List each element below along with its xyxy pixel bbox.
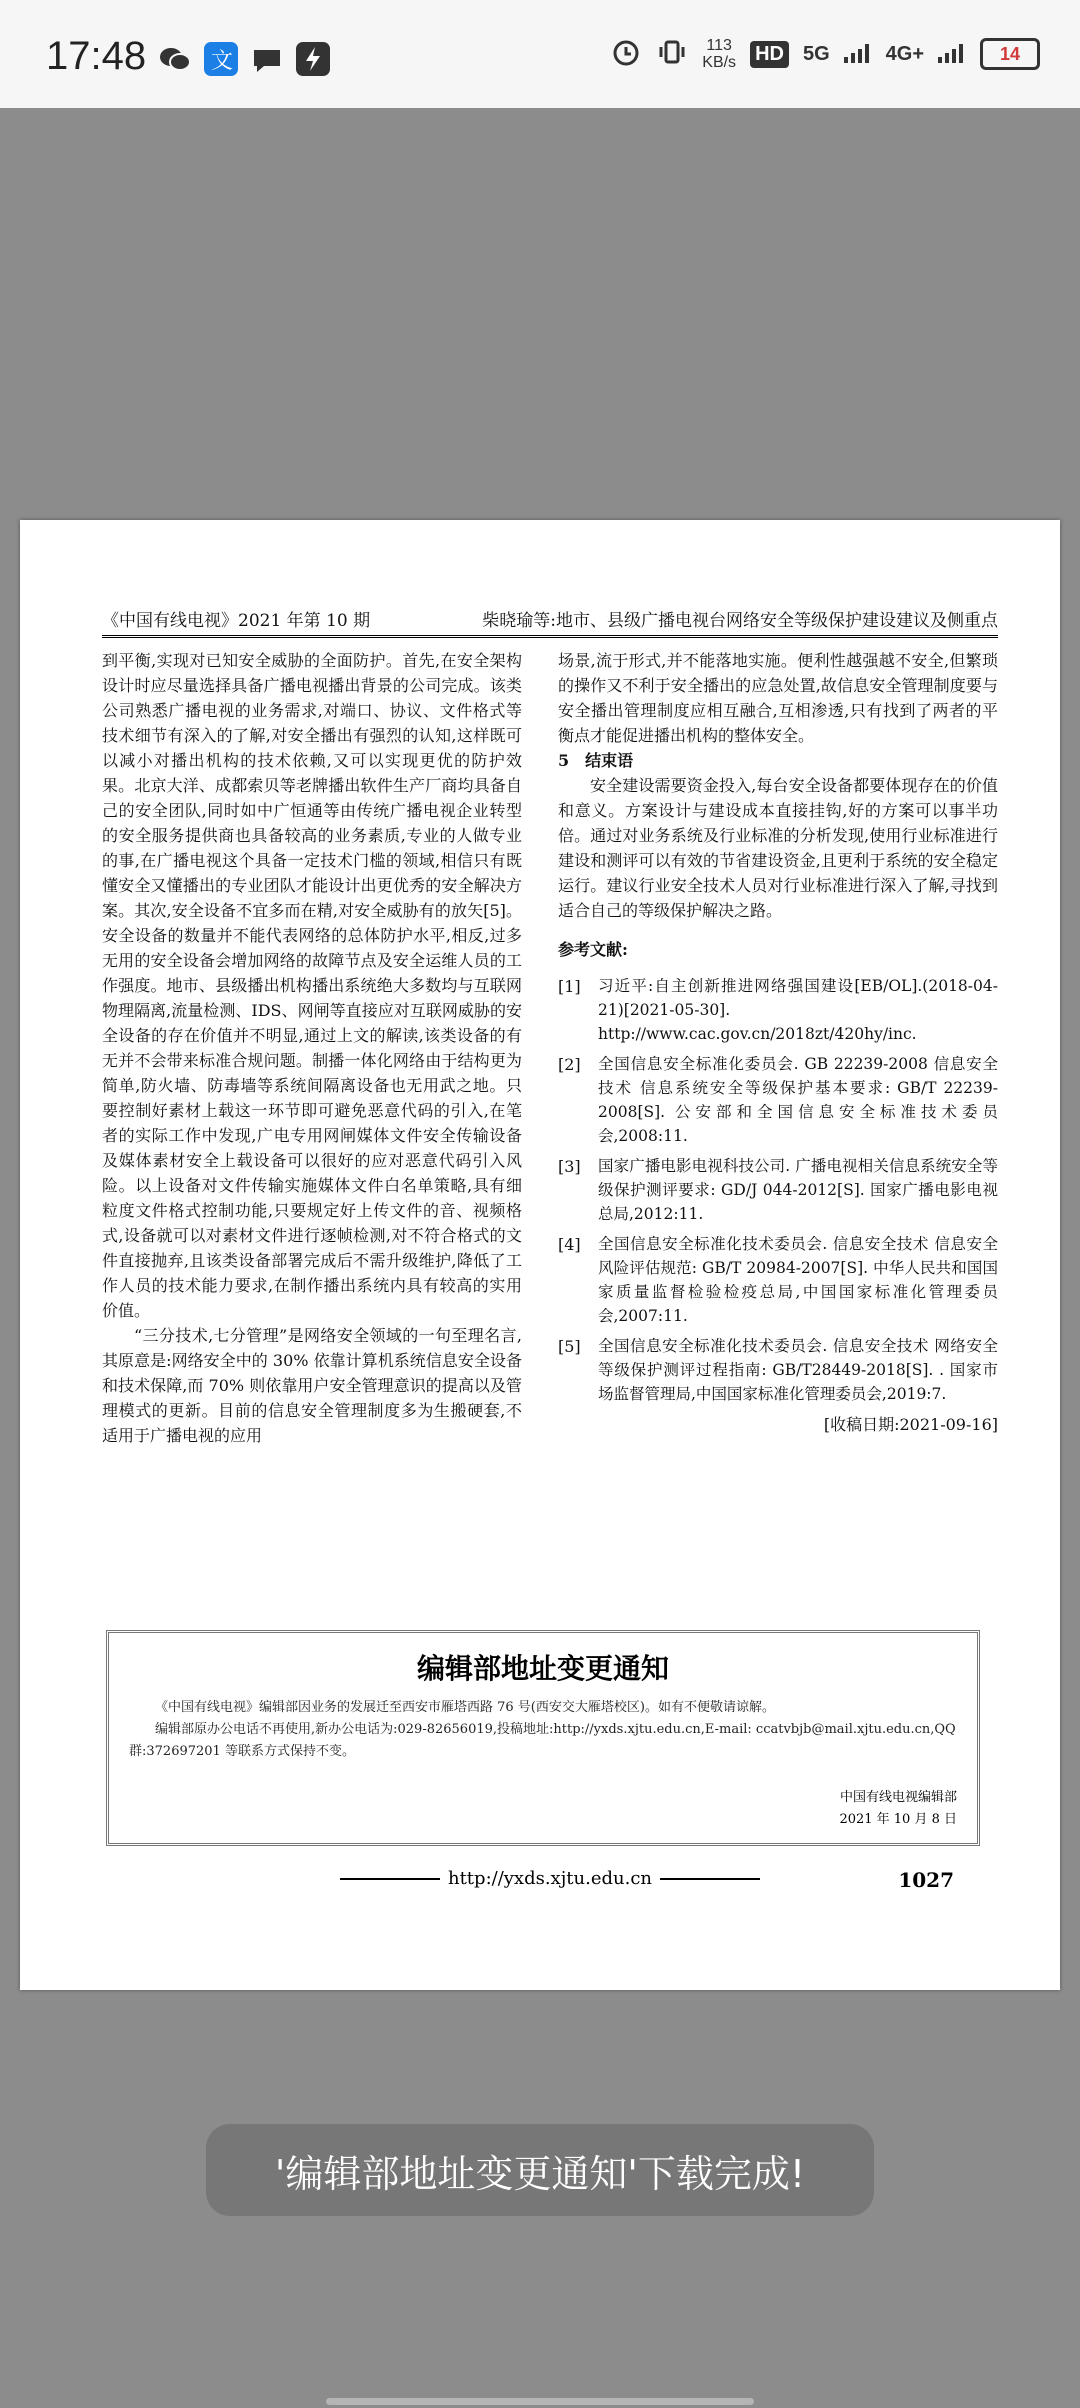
journal-name: 《中国有线电视》2021 年第 10 期 [102,611,371,631]
signal-4g: 4G+ [885,42,924,65]
notice-body [109,1687,977,1763]
gesture-bar[interactable] [326,2398,754,2405]
status-bar [0,0,1080,108]
document-page[interactable] [20,520,1060,1990]
notice-paragraph: 《中国有线电视》编辑部因业务的发展迁至西安市雁塔西路 76 号(西安交大雁塔校区)。如有不便敬请谅解。 [155,1700,775,1715]
notice-signer: 中国有线电视编辑部 [839,1790,957,1805]
right-column [558,648,998,1437]
status-indicators [610,30,1040,78]
hd-badge: HD [750,41,789,68]
reference-item: [5] 全国信息安全标准化技术委员会. 信息安全技术 网络安全等级保护测评过程指南: GB/T28449-2018[S]. . 国家市场监督管理局,中国国家标准化管理委员会,2019:7. [558,1337,998,1403]
reference-item: [4] 全国信息安全标准化技术委员会. 信息安全技术 信息安全风险评估规范: GB/T 20984-2007[S]. 中华人民共和国国家质量监督检验检疫总局,中国国家标准化管理委员会,2007:11. [558,1235,998,1325]
notice-box [106,1630,980,1846]
footer-url: http://yxds.xjtu.edu.cn [320,1868,780,1889]
clock: 17:48 [46,34,147,78]
notice-title: 编辑部地址变更通知 [416,1652,669,1685]
translate-app-icon [204,42,238,76]
paragraph: 场景,流于形式,并不能落地实施。便利性越强越不安全,但繁琐的操作又不利于安全播出的应急处置,故信息安全管理制度要与安全播出管理制度应相互融合,互相渗透,只有找到了两者的平衡点才能促进播出机构的整体安全。 [558,651,998,745]
alarm-icon [610,36,642,73]
notice-date: 2021 年 10 月 8 日 [839,1812,957,1827]
notice-signature [839,1787,957,1831]
references-heading: 参考文献: [558,940,628,959]
signal-5g: 5G [802,42,830,65]
left-column [102,648,522,1448]
paragraph: 到平衡,实现对已知安全威胁的全面防护。首先,在安全架构设计时应尽量选择具备广播电视播出背景的公司完成。该类公司熟悉广播电视的业务需求,对端口、协议、文件格式等技术细节有深入的了解,对安全播出有强烈的认知,这样既可以减小对播出机构的技术依赖,又可以实现更优的防护效果。北京大洋、成都索贝等老牌播出软件生产厂商均具备自己的安全团队,同时如中广恒通等由传统广播电视企业转型的安全服务提供商也具备较高的业务素质,专业的人做专业的事,在广播电视这个具备一定技术门槛的领域,相信只有既懂安全又懂播出的专业团队才能设计出更优秀的安全解决方案。其次,安全设备不宜多而在精,对安全威胁有的放矢[5]。安全设备的数量并不能代表网络的总体防护水平,相反,过多无用的安全设备会增加网络的故障节点及安全运维人员的工作强度。地市、县级播出机构播出系统绝大多数均与互联网物理隔离,流量检测、IDS、网闸等直接应对互联网威胁的安全设备的存在价值并不明显,通过上文的解读,该类设备的有无并不会带来标准合规问题。制播一体化网络由于结构更为简单,防火墙、防毒墙等系统间隔离设备也无用武之地。只要控制好素材上载这一环节即可避免恶意代码的引入,在笔者的实际工作中发现,广电专用网闸媒体文件安全传输设备及媒体素材安全上载设备可以很好的应对恶意代码引入风险。以上设备对文件传输实施媒体文件白名单策略,具有细粒度文件格式控制功能,只要规定好上传文件的音、视频格式,设备就可以对素材文件进行逐帧检测,对不符合格式的文件直接抛弃,且该类设备部署完成后不需升级维护,降低了工作人员的技术能力要求,在制作播出系统内具有较高的实用价值。 [102,651,522,1320]
reference-item: [3] 国家广播电影电视科技公司. 广播电视相关信息系统安全等级保护测评要求: GD/J 044-2012[S]. 国家广播电影电视总局,2012:11. [558,1157,998,1223]
vibrate-icon [656,36,688,73]
received-date: [收稿日期:2021-09-16] [823,1415,998,1434]
notice-paragraph: 编辑部原办公电话不再使用,新办公电话为:029-82656019,投稿地址:http://yxds.xjtu.edu.cn,E-mail: ccatvbjb@mail.xjtu.edu.cn,QQ 群:372697201 等联系方式保持不变。 [129,1722,956,1759]
message-icon [250,42,284,76]
signal-bars-icon [938,41,966,68]
reference-item: [1] 习近平:自主创新推进网络强国建设[EB/OL].(2018-04-21)[2021-05-30]. http://www.cac.gov.cn/2018zt/420hy/inc. [558,977,998,1043]
reference-item: [2] 全国信息安全标准化委员会. GB 22239-2008 信息安全技术 信息系统安全等级保护基本要求: GB/T 22239-2008[S]. 公安部和全国信息安全标准技术委员会,2008:11. [558,1055,998,1145]
download-toast: '编辑部地址变更通知'下载完成! [206,2124,874,2216]
page-number: 1027 [898,1868,954,1892]
battery-indicator: 14 [980,38,1040,70]
article-title: 柴晓瑜等:地市、县级广播电视台网络安全等级保护建设建议及侧重点 [482,611,998,631]
network-speed: 113 KB/s [702,37,737,71]
svg-text:文: 文 [211,49,234,74]
running-header [102,606,998,638]
flash-app-icon [296,42,330,76]
paragraph: “三分技术,七分管理”是网络安全领域的一句至理名言,其原意是:网络安全中的 30% 依靠计算机系统信息安全设备和技术保障,而 70% 则依靠用户安全管理意识的提高以及管理模式的更新。目前的信息安全管理制度多为生搬硬套,不适用于广播电视的应用 [102,1326,522,1445]
paragraph: 安全建设需要资金投入,每台安全设备都要体现存在的价值和意义。方案设计与建设成本直接挂钩,好的方案可以事半功倍。通过对业务系统及行业标准的分析发现,使用行业标准进行建设和测评可以有效的节省建设资金,且更利于系统的安全稳定运行。建议行业安全技术人员对行业标准进行深入了解,寻找到适合自己的等级保护解决之路。 [558,776,998,920]
wechat-icon [158,42,192,76]
signal-bars-icon [844,41,872,68]
section-heading: 5 结束语 [558,751,634,770]
